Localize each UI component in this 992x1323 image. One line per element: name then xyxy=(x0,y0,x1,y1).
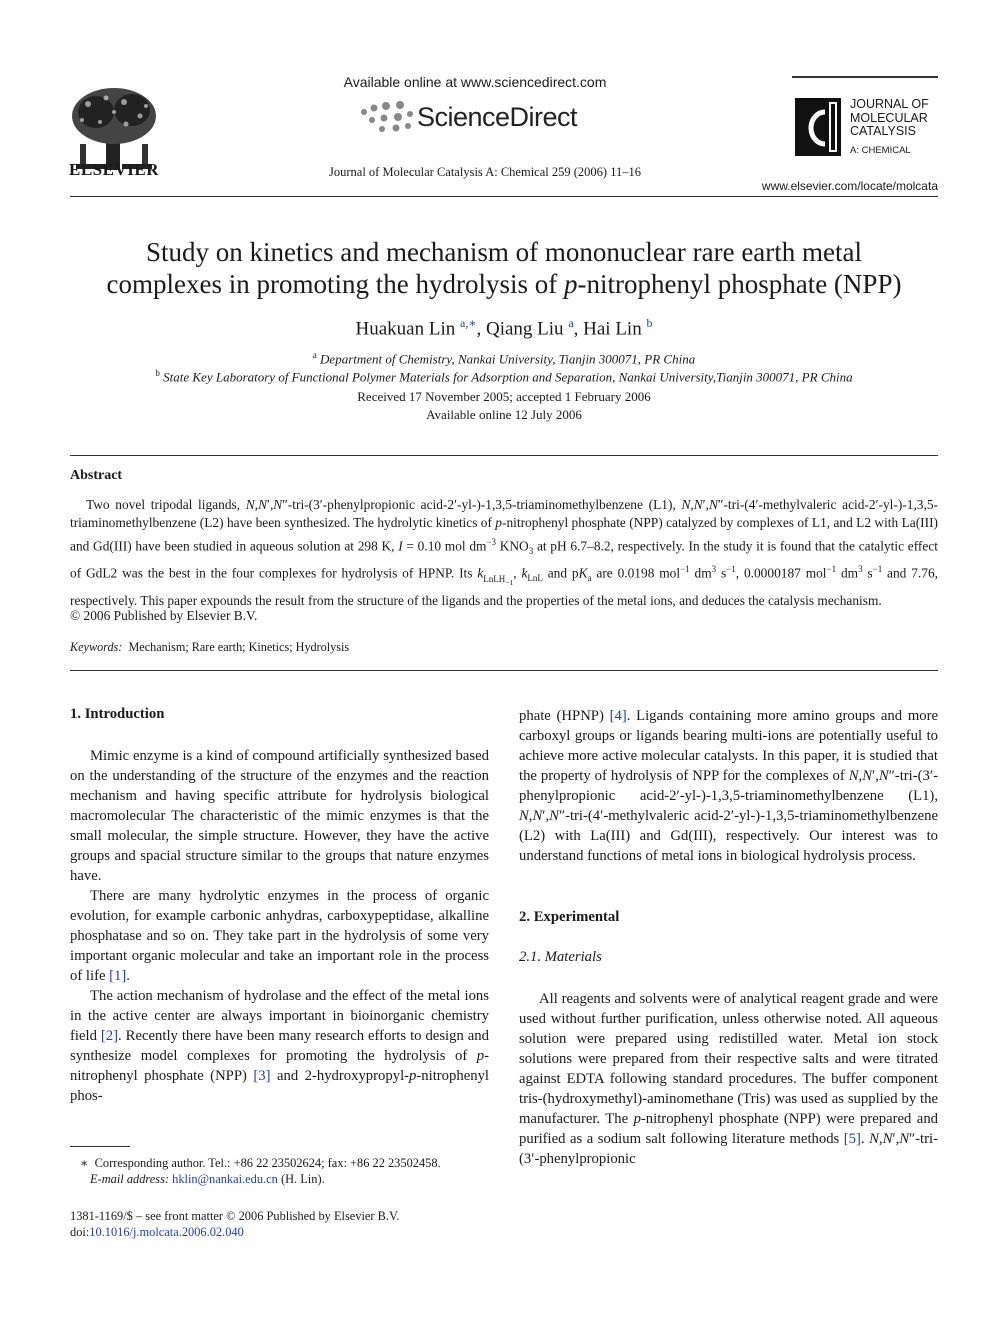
journal-rule xyxy=(792,76,938,78)
abstract-copyright: © 2006 Published by Elsevier B.V. xyxy=(70,608,258,623)
title-text: -nitrophenyl phosphate (NPP) xyxy=(577,269,902,299)
header-divider xyxy=(70,196,938,197)
paragraph: The action mechanism of hydrolase and the effect of the metal ions in the active center are always important in bioinorganic chemistry field [2]. Recently there have been many research efforts to design and synthesize model complexes for promoting the hydrolysis of p-nitrophenyl phosphate (NPP) [3] and 2-hydroxypropyl-p-nitrophenyl phos- xyxy=(70,988,489,1104)
subsection-heading-materials: 2.1. Materials xyxy=(519,949,602,965)
sciencedirect-wordmark: ScienceDirect xyxy=(417,102,578,132)
journal-citation: Journal of Molecular Catalysis A: Chemical 259 (2006) 11–16 xyxy=(329,165,641,179)
affiliation xyxy=(70,368,938,385)
corresponding-footnote xyxy=(70,1155,489,1187)
paragraph: There are many hydrolytic enzymes in the process of organic evolution, for example carbonic anhydras, carboxypeptidase, alkalline phosphatase and so on. They take part in the hydrolysis of some very important organic molecular and take an important role in the process of life [1]. xyxy=(70,888,489,984)
doi-line xyxy=(70,1224,489,1240)
keywords-text: Mechanism; Rare earth; Kinetics; Hydrolysis xyxy=(128,640,350,654)
footnote-rule xyxy=(70,1146,130,1147)
keywords-label: Keywords: xyxy=(70,640,123,654)
author-name[interactable]: Hai Lin xyxy=(583,318,642,340)
journal-subtitle: A: CHEMICAL xyxy=(850,145,911,156)
paragraph: All reagents and solvents were of analytical reagent grade and were used without further purification, unless otherwise noted. All aqueous solution were prepared using redistilled water. Metal ion stock solutions were prepared from their respective salts and were titrated against EDTA following standard procedures. The buffer component tris-(hydroxymethyl)-aminomethane (Tris) was used as supplied by the manufacturer. The p-nitrophenyl phosphate (NPP) were prepared and purified as a sodium salt following literature methods [5]. N,N′,N″-tri-(3′-phenylpropionic xyxy=(519,991,939,1167)
journal-cover-icon xyxy=(795,98,841,156)
journal-name xyxy=(850,98,929,139)
author-name[interactable]: Qiang Liu xyxy=(485,318,564,340)
abstract-bottom-rule xyxy=(70,670,938,671)
available-date: Available online 12 July 2006 xyxy=(426,407,582,422)
email-label: E-mail address: xyxy=(90,1172,170,1186)
available-online-text[interactable]: Available online at www.sciencedirect.com xyxy=(343,74,607,90)
paragraph: phate (HPNP) [4]. Ligands containing more amino groups and more carboxyl groups or ligands bearing multi-ions are potentially useful to achieve more active molecular catalysts. In this paper, it is studied that the property of hydrolysis of NPP for the complexes of N,N′,N″-tri-(3′-phenylpropionic acid-2′-yl-)-1,3,5-triaminomethylbenzene (L1), N,N′,N″-tri-(4′-methylvaleric acid-2′-yl-)-1,3,5-triaminomethylbenzene (L2) with La(III) and Gd(III), respectively. Our interest was to understand functions of metal ions in biological hydrolysis process. xyxy=(519,708,938,864)
intro-body-left xyxy=(70,746,489,1106)
journal-name-line: JOURNAL OF xyxy=(850,97,929,111)
citation-link[interactable]: [1] xyxy=(109,968,127,984)
author-list xyxy=(70,316,938,340)
abstract-body: Two novel tripodal ligands, N,N′,N″-tri-(3′-phenylpropionic acid-2′-yl-)-1,3,5-triaminomethylbenzene (L1), N,N′,N″-tri-(4′-methylvaleric acid-2′-yl-)-1,3,5-triaminomethylbenzene (L2) have been synthesized. The hydrolytic kinetics of p-nitrophenyl phosphate (NPP) catalyzed by complexes of L1, and L2 with La(III) and Gd(III) have been studied in aqueous solution at 298 K, I = 0.10 mol $dm^{-3}$ $KNO_3$ at pH 6.7–8.2, respectively. In the study it is found that the catalytic effect of GdL2 was the best in the four complexes for hydrolysis of HPNP. Its $k_{LnLH_{-1}}$, $k_{LnL}$ and $pK_a$ are 0.0198 mol$^{-1}$ $dm^3$ $s^{-1}$, 0.0000187 mol$^{-1}$ $dm^3$ $s^{-1}$ and 7.76, respectively. This paper expounds the result from the structure of the ligands and the properties of the metal ions, and deduces the catalysis mechanism. xyxy=(70,497,939,608)
footnote-line: ∗ Corresponding author. Tel.: +86 22 23502624; fax: +86 22 23502458. xyxy=(80,1156,441,1170)
doi-label: doi: xyxy=(70,1225,90,1239)
journal-url-link[interactable]: www.elsevier.com/locate/molcata xyxy=(761,179,938,193)
title-line-2 xyxy=(70,268,938,300)
author-separator: , xyxy=(573,318,584,340)
author-affil-mark[interactable]: a xyxy=(568,316,574,330)
doi-link[interactable]: 10.1016/j.molcata.2006.02.040 xyxy=(89,1225,244,1239)
author-affil-mark[interactable]: b xyxy=(646,316,653,330)
journal-name-line: CATALYSIS xyxy=(850,124,916,138)
affiliation xyxy=(70,350,938,367)
received-dates: Received 17 November 2005; accepted 1 February 2006 xyxy=(357,389,651,404)
title-text: complexes in promoting the hydrolysis of xyxy=(106,269,564,299)
title-italic: p xyxy=(563,269,578,299)
keywords xyxy=(70,640,349,655)
footnote-line xyxy=(70,1171,489,1187)
author-separator: , xyxy=(476,318,486,340)
citation-link[interactable]: [2] xyxy=(100,1028,119,1044)
journal-name-line: MOLECULAR xyxy=(850,110,928,125)
affil-text: Department of Chemistry, Nankai University, Tianjin 300071, PR China xyxy=(320,351,696,367)
author-name[interactable]: Huakuan Lin xyxy=(355,318,456,340)
email-owner: (H. Lin). xyxy=(280,1172,325,1186)
section-heading-experimental: 2. Experimental xyxy=(519,909,620,925)
materials-body xyxy=(519,989,938,1169)
title-line-1: Study on kinetics and mechanism of mononuclear rare earth metal xyxy=(145,237,862,267)
affil-text: State Key Laboratory of Functional Polymer Materials for Adsorption and Separation, Nankai University,Tianjin 300071, PR China xyxy=(163,369,853,385)
author-affil-mark[interactable]: a,∗ xyxy=(460,316,477,330)
issn-line: 1381-1169/$ – see front matter © 2006 Published by Elsevier B.V. xyxy=(70,1209,400,1223)
affil-mark: a xyxy=(312,350,317,360)
intro-body-right xyxy=(519,706,938,866)
citation-link[interactable]: [4] xyxy=(609,708,627,724)
article-title xyxy=(70,236,938,300)
front-matter xyxy=(70,1208,489,1240)
email-link[interactable]: hklin@nankai.edu.cn xyxy=(172,1172,278,1186)
citation-link[interactable]: [5] xyxy=(843,1131,861,1147)
abstract-top-rule xyxy=(70,455,938,456)
section-heading-introduction: 1. Introduction xyxy=(70,706,165,722)
citation-link[interactable]: [3] xyxy=(253,1068,271,1084)
abstract-heading: Abstract xyxy=(70,468,123,483)
paragraph: Mimic enzyme is a kind of compound artificially synthesized based on the understanding of the structure of the enzymes and the reaction mechanism and having specific attribute for hydrolysis biological macromolecular The characteristic of the mimic enzymes is that the small molecular, the simple structure. However, they have the active groups and spacial structure similar to the groups that nature enzymes have. xyxy=(70,748,489,884)
affil-mark: b xyxy=(155,368,160,378)
footnote-text: Corresponding author. Tel.: +86 22 23502624; fax: +86 22 23502458. xyxy=(94,1156,441,1170)
elsevier-wordmark: ELSEVIER xyxy=(69,160,159,179)
